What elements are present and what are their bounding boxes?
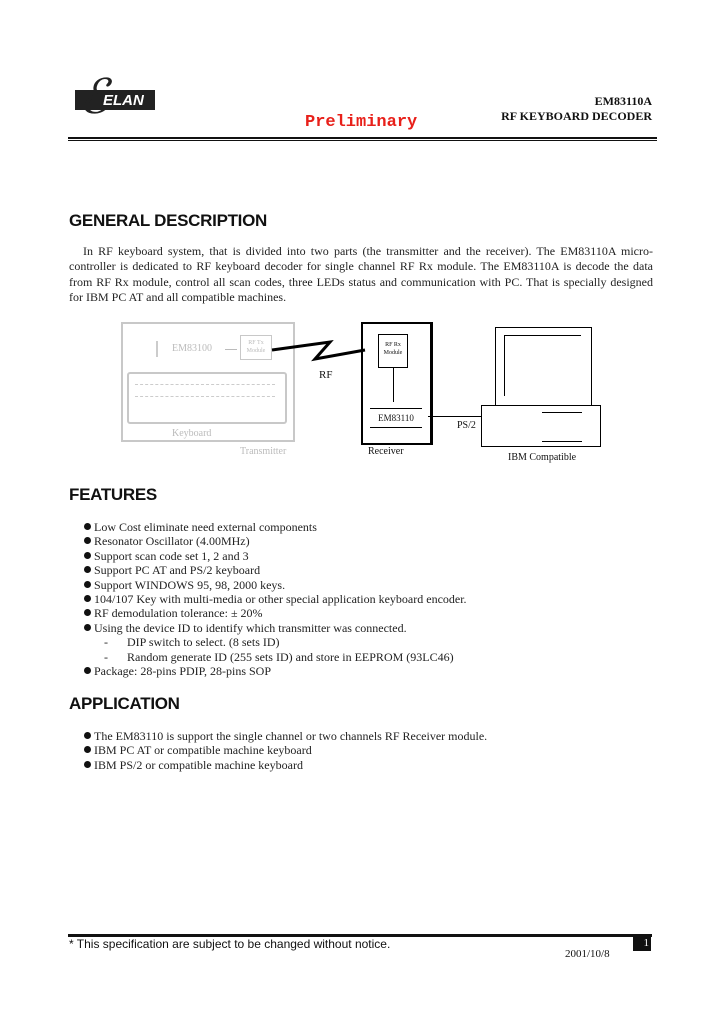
list-item: 104/107 Key with multi-media or other special application keyboard encoder.: [84, 592, 467, 606]
features-list: [84, 520, 467, 678]
list-item: Support scan code set 1, 2 and 3: [84, 549, 467, 563]
general-description-text: In RF keyboard system, that is divided into two parts (the transmitter and the receiver). The EM83110A micro-controller is dedicated to RF keyboard decoder for single channel RF Rx module. The EM83110A is decode the data from RF Rx module, control all scan codes, three LEDs status and communication with PC. That is specially designed for IBM PC AT and all compatible machines.: [69, 244, 653, 304]
rf-link-icon: [270, 335, 370, 365]
part-number: EM83110A: [594, 94, 652, 108]
elan-logo: ELAN ℰ: [73, 74, 157, 126]
footnote: * This specification are subject to be changed without notice.: [69, 937, 391, 951]
list-item: IBM PS/2 or compatible machine keyboard: [84, 758, 487, 772]
page-number: 1: [633, 936, 651, 951]
document-page: ELAN ℰ EM83110A RF KEYBOARD DECODER Preliminary GENERAL DESCRIPTION In RF keyboard system, that is divided into two parts (the transmitter and the receiver). The EM83110A micro-controller is dedicated to RF keyboard decoder for single channel RF Rx module. The EM83110A is decode the data from RF Rx module, control all scan codes, three LEDs status and communication with PC. That is specially designed for IBM PC AT and all compatible machines. EM83100 RF Tx Module Keyboard Transmitter RF RF Rx Module EM83110 Receiver PS/2 IBM Compatible FEATURES Low Cost eliminate need external components Resonator Oscillator (4.00MHz) Support scan code set 1, 2 and 3 Support PC AT and PS/2 keyboard Support WINDOWS 95, 98, 2000 keys. 104/107 Key with multi-media or other special application keyboard encoder. RF demodulation tolerance: ± 20% Using the device ID to identify which transmitter was connected. - DIP switch to select. (8 sets ID) - Random generate ID (255 sets ID) and store in EEPROM (93LC46) Package: 28-pins PDIP, 28-pins SOP APPLICATION The EM83110 is support the single channel or two channels RF Receiver module. IBM PC AT or compatible machine keyboard IBM PS/2 or compatible machine keyboard * This specification are subject to be changed without notice. 2001/10/8 1: [0, 0, 720, 1012]
list-item: Support WINDOWS 95, 98, 2000 keys.: [84, 578, 467, 592]
sub-list-item: - DIP switch to select. (8 sets ID): [104, 635, 280, 650]
list-item: IBM PC AT or compatible machine keyboard: [84, 743, 487, 757]
application-heading: APPLICATION: [69, 694, 180, 713]
list-item: Using the device ID to identify which transmitter was connected.: [84, 621, 467, 635]
list-item: Support PC AT and PS/2 keyboard: [84, 563, 467, 577]
header-rule: [68, 137, 657, 139]
sub-list-item: - Random generate ID (255 sets ID) and store in EEPROM (93LC46): [104, 649, 454, 664]
list-item: Resonator Oscillator (4.00MHz): [84, 534, 467, 548]
keyboard-drawing: [127, 372, 287, 424]
list-item: The EM83110 is support the single channel or two channels RF Receiver module.: [84, 729, 487, 743]
list-item: Package: 28-pins PDIP, 28-pins SOP: [84, 664, 467, 678]
pc-base: [481, 405, 601, 447]
preliminary-label: Preliminary: [305, 113, 418, 132]
date: 2001/10/8: [565, 948, 610, 960]
list-item: RF demodulation tolerance: ± 20%: [84, 606, 467, 620]
doc-title: RF KEYBOARD DECODER: [501, 109, 652, 123]
application-list: [84, 729, 487, 772]
list-item: Low Cost eliminate need external components: [84, 520, 467, 534]
general-description-heading: GENERAL DESCRIPTION: [69, 211, 268, 230]
features-heading: FEATURES: [69, 485, 157, 504]
